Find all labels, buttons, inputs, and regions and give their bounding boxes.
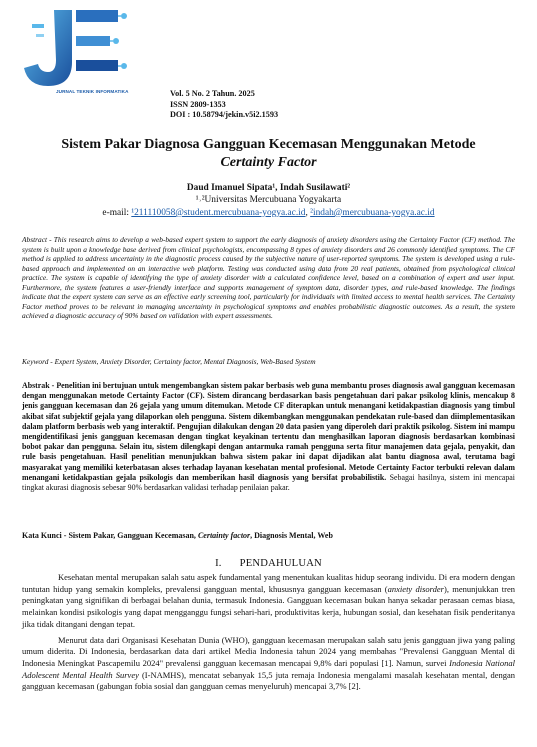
- email-separator: ,: [305, 207, 311, 218]
- author-affiliation: ¹˒²Universitas Mercubuana Yogyakarta: [195, 195, 342, 206]
- paper-title-main: Sistem Pakar Diagnosa Gangguan Kecemasan Menggunakan Metode: [61, 137, 476, 152]
- keywords-id-suffix: , Diagnosis Mental, Web: [250, 531, 333, 540]
- p1-italic: anxiety disorder: [387, 583, 444, 594]
- section-heading: [0, 558, 537, 569]
- email-link-1[interactable]: ¹211110058@student.mercubuana-yogya.ac.id: [131, 207, 306, 218]
- p1-part-a: Kesehatan mental merupakan salah satu aspek fundamental yang menentukan kualitas hidup seorang individu. Di era modern dengan tuntutan hidup yang semakin kompleks, prevalensi gangguan mental, khususnya gangguan kecemasan (: [22, 572, 515, 594]
- author-names: Daud Imanuel Sipata¹, Indah Susilawati²: [186, 183, 351, 193]
- section-title: PENDAHULUAN: [239, 558, 322, 569]
- author-emails: [0, 207, 537, 219]
- abstract-indonesian: [22, 381, 515, 493]
- abstract-indonesian-plain: Sebagai hasilnya, sistem ini mencapai tingkat akurasi diagnosis sebesar 90% berdasarkan validasi terhadap penilaian pakar.: [22, 472, 516, 493]
- body-paragraph-1: [22, 572, 515, 631]
- author-block: [0, 182, 537, 219]
- paper-title: [30, 136, 507, 171]
- abstract-english: Abstract - This research aims to develop a web-based expert system to support the early diagnosis of anxiety disorders using the Certainty Factor (CF) method. The system is built upon a knowledge base derived from clinical psychologists, encompassing 8 types of anxiety disorders and 26 commonly identified symptoms. The CF method is applied to address uncertainty in the diagnostic process caused by the subjective nature of user-reported symptoms. The system is developed using a rule-based approach and implemented on an interactive web platform. Testing was conducted using data from 20 real patients, obtained from psychological clinical practice. The system is capable of identifying the type of anxiety disorder with a calculated confidence level, based on a combination of expert and user input. Furthermore, the system features a user-friendly interface and supports management of symptom data, disorder types, and rule-based knowledge. The findings indicate that the expert system can serve as an effective early screening tool, particularly for individuals with limited access to mental health services. The Certainty Factor method proves to be relevant in managing uncertainty in psychological symptoms and enables probabilistic diagnostic outcomes. As a result, the system achieved a diagnostic accuracy of 90% based on validation with expert assessments.: [22, 235, 515, 321]
- p2-part-a: Menurut data dari Organisasi Kesehatan Dunia (WHO), gangguan kecemasan merupakan salah satu jenis gangguan jiwa yang paling umum diderita. Di Indonesia, berdasarkan data dari artikel Media Indonesia tahun 2024 yang membahas "Prevalensi Gangguan Mental di Indonesia Meningkat Pascapemilu 2024" prevalensi gangguan kecemasan mencapai 9,8% dari populasi [1]. Namun, survei: [22, 634, 515, 668]
- p2-part-b: (I-NAMHS), mencatat sebanyak 15,5 juta remaja Indonesia mengalami masalah kesehatan mental, dengan gangguan kecemasan (gabungan fobia sosial dan gangguan cemas menyeluruh) mencapai 3,7% [2].: [22, 669, 515, 692]
- journal-logo-caption: JURNAL TEKNIK INFORMATIKA: [56, 89, 129, 94]
- body-text: [22, 572, 515, 693]
- p2-italic: Indonesia National Adolescent Mental Health Survey: [22, 657, 515, 680]
- journal-logo: [14, 6, 154, 98]
- paper-title-sub: Certainty Factor: [220, 154, 317, 170]
- keywords-indonesian: [22, 531, 515, 540]
- p1-part-b: ), menunjukkan tren peningkatan yang signifikan di berbagai belahan dunia, termasuk Indonesia. Gangguan kecemasan bukan hanya sekadar perasaan cemas biasa, melainkan kondisi psikologis yang dapat mengganggu fungsi sehari-hari, produktivitas kerja, hubungan sosial, dan kesehatan fisik penderitanya jika tidak ditangani dengan tepat.: [22, 583, 515, 629]
- journal-doi: DOI : 10.58794/jekin.v5i2.1593: [170, 110, 279, 120]
- section-number: I.: [215, 558, 222, 569]
- body-paragraph-2: [22, 635, 515, 694]
- journal-issn: ISSN 2809-1353: [170, 99, 226, 109]
- email-label: e-mail:: [102, 207, 129, 218]
- email-link-2[interactable]: ²indah@mercubuana-yogya.ac.id: [310, 207, 435, 218]
- journal-volume: Vol. 5 No. 2 Tahun. 2025: [170, 89, 255, 98]
- keywords-english: Keyword - Expert System, Anxiety Disorder, Certainty factor, Mental Diagnosis, Web-Based System: [22, 357, 316, 366]
- keywords-id-prefix: Kata Kunci - Sistem Pakar, Gangguan Kecemasan,: [22, 531, 198, 540]
- keywords-id-italic: Certainty factor: [197, 531, 251, 540]
- abstract-indonesian-bold: Abstrak - Penelitian ini bertujuan untuk mengembangkan sistem pakar berbasis web guna membantu proses diagnosis awal gangguan kecemasan dengan menggunakan metode Certainty Factor (CF). Sistem dirancang berdasarkan basis pengetahuan dari pakar psikolog klinis, mencakup 8 jenis gangguan kecemasan dan 26 gejala yang umum ditemukan. Metode CF diterapkan untuk menangani ketidakpastian diagnosis yang timbul akibat sifat subjektif gejala yang dilaporkan oleh pengguna. Sistem dikembangkan menggunakan pendekatan rule-based dan diimplementasikan dalam platform berbasis web yang interaktif. Pengujian dilakukan dengan 20 data pasien yang diperoleh dari praktik psikolog. Sistem ini mampu mengidentifikasi jenis gangguan kecemasan dengan tingkat keyakinan tertentu dan menghasilkan laporan diagnosis berdasarkan kombinasi bobot pakar dan pengguna. Selain itu, sistem dilengkapi dengan antarmuka ramah pengguna serta fitur manajemen data gejala, penyakit, dan rule basis pengetahuan. Hasil penelitian menunjukkan bahwa sistem pakar ini dapat dijadikan alat bantu diagnosa awal, terutama bagi masyarakat yang memiliki keterbatasan akses terhadap layanan kesehatan mental profesional. Metode Certainty Factor terbukti relevan dalam menangani ketidakpastian gejala psikologis dan memberikan hasil diagnosis yang bersifat probabilistik.: [22, 381, 515, 482]
- journal-meta: [170, 89, 278, 121]
